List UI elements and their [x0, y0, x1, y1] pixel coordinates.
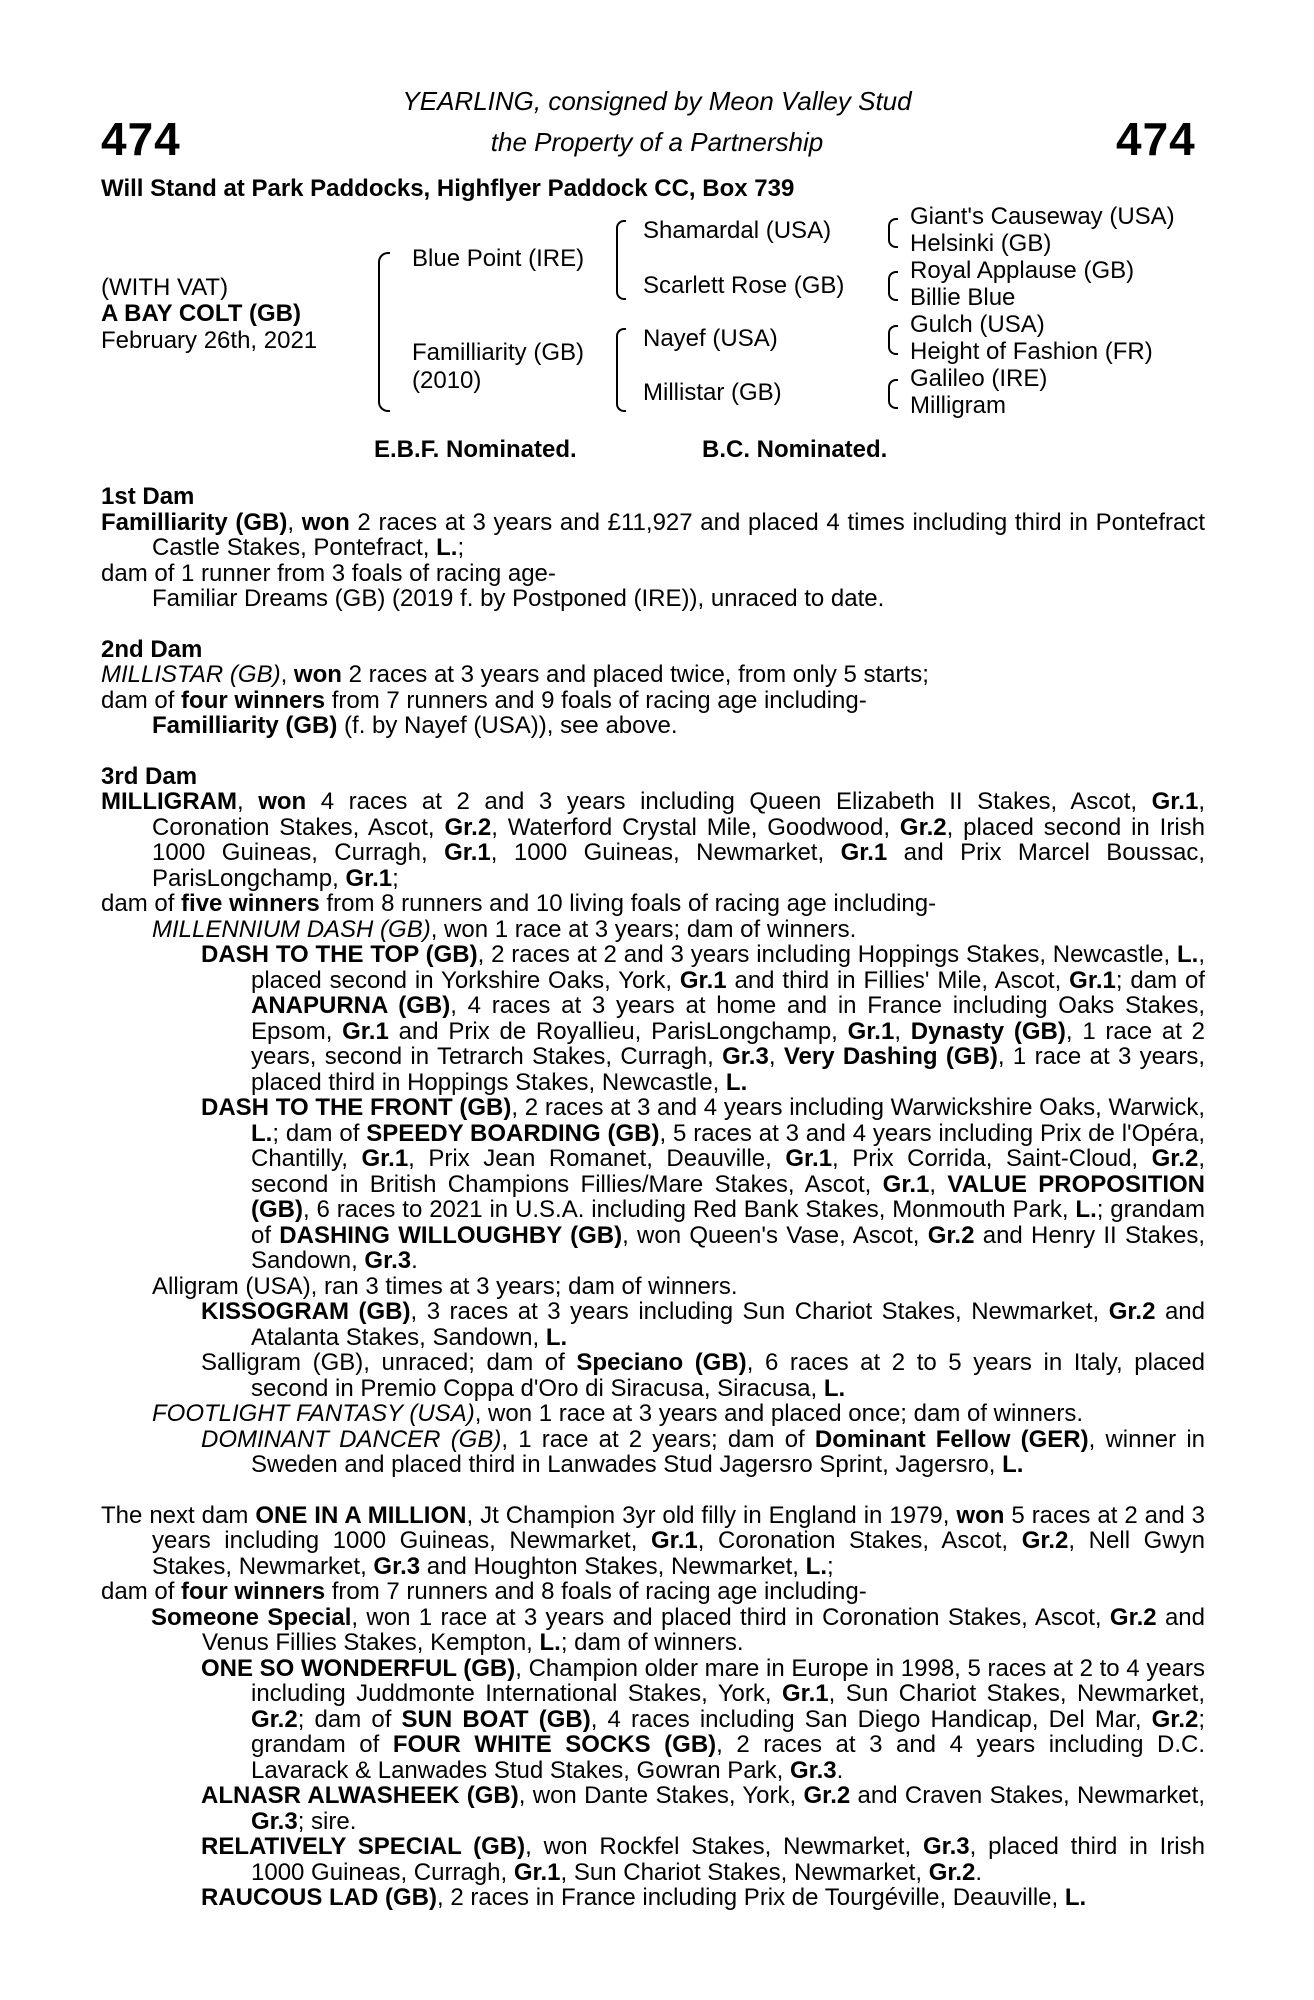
bc-nomination: B.C. Nominated. [702, 436, 888, 463]
produce-millennium-dash: MILLENNIUM DASH (GB), won 1 race at 3 years; dam of winners. [152, 915, 857, 943]
property-line: the Property of a Partnership [490, 127, 824, 157]
first-dam-foal: Familiar Dreams (GB) (2019 f. by Postponed (IRE)), unraced to date. [152, 585, 885, 612]
first-dam-heading: 1st Dam [101, 483, 195, 510]
second-dam-foal: Familliarity (GB) (f. by Nayef (USA)), see above. [152, 712, 678, 739]
consignment-line: YEARLING, consigned by Meon Valley Stud [402, 86, 912, 116]
pedigree-brace-4 [888, 218, 898, 248]
sire-sire: Shamardal (USA) [643, 217, 832, 244]
pedigree-brace-5 [888, 271, 898, 301]
produce-dominant-dancer: DOMINANT DANCER (GB), 1 race at 2 years; dam of Dominant Fellow (GER), winner in Sweden and placed third in Lanwades Stud Jagersro Sprint, Jagersro, L. [201, 1425, 1205, 1478]
next-dam-record: The next dam ONE IN A MILLION, Jt Champion 3yr old filly in England in 1979, won 5 races at 2 and 3 years including 1000 Guineas, Newmarket, Gr.1, Coronation Stakes, Ascot, Gr.2, Nell Gwyn Stakes, Newmarket, Gr.3 and Houghton Stakes, Newmarket, L.; [101, 1501, 1206, 1580]
lot-number-left: 474 [101, 113, 181, 165]
pedigree-brace-2 [616, 220, 626, 300]
first-dam-record: Familliarity (GB), won 2 races at 3 years and £11,927 and placed 4 times including third in Pontefract Castle Stakes, Pontefract, L.; [101, 508, 1205, 561]
sire-sire-dam: Helsinki (GB) [910, 230, 1052, 257]
produce-alligram: Alligram (USA), ran 3 times at 3 years; dam of winners. [152, 1272, 738, 1300]
vat-note: (WITH VAT) [101, 274, 229, 301]
dam-dam-dam: Milligram [910, 392, 1006, 419]
dam-year: (2010) [412, 367, 482, 394]
pedigree-brace-7 [888, 379, 898, 409]
produce-dash-to-the-front: DASH TO THE FRONT (GB), 2 races at 3 and 4 years including Warwickshire Oaks, Warwick, L.; dam of SPEEDY BOARDING (GB), 5 races at 3 and 4 years including Prix de l'Opéra, Chantilly, Gr.1, Prix Jean Romanet, Deauville, Gr.1, Prix Corrida, Saint-Cloud, Gr.2, second in British Champions Fillies/Mare Stakes, Ascot, Gr.1, VALUE PROPOSITION (GB), 6 races to 2021 in U.S.A. including Red Bank Stakes, Monmouth Park, L.; grandam of DASHING WILLOUGHBY (GB), won Queen's Vase, Ascot, Gr.2 and Henry II Stakes, Sandown, Gr.3. [201, 1094, 1205, 1274]
pedigree-brace-3 [616, 328, 626, 412]
dam-dam: Millistar (GB) [643, 379, 782, 406]
sire-name: Blue Point (IRE) [412, 245, 585, 272]
second-dam-record: MILLISTAR (GB), won 2 races at 3 years and placed twice, from only 5 starts; [101, 661, 929, 688]
third-dam-record: MILLIGRAM, won 4 races at 2 and 3 years including Queen Elizabeth II Stakes, Ascot, Gr.1, Coronation Stakes, Ascot, Gr.2, Waterford Crystal Mile, Goodwood, Gr.2, placed second in Irish 1000 Guineas, Curragh, Gr.1, 1000 Guineas, Newmarket, Gr.1 and Prix Marcel Boussac, ParisLongchamp, Gr.1; [101, 788, 1206, 892]
next-dam-produce-summary: dam of four winners from 7 runners and 8 foals of racing age including- [101, 1578, 867, 1605]
sire-sire-sire: Giant's Causeway (USA) [910, 203, 1175, 230]
dam-dam-sire: Galileo (IRE) [910, 365, 1048, 392]
ebf-nomination: E.B.F. Nominated. [374, 436, 577, 463]
produce-alnasr-alwasheek: ALNASR ALWASHEEK (GB), won Dante Stakes, York, Gr.2 and Craven Stakes, Newmarket, Gr.3; sire. [201, 1782, 1205, 1835]
produce-dash-to-the-top: DASH TO THE TOP (GB), 2 races at 2 and 3 years including Hoppings Stakes, Newcastle, L., placed second in Yorkshire Oaks, York, Gr.1 and third in Fillies' Mile, Ascot, Gr.1; dam of ANAPURNA (GB), 4 races at 3 years at home and in France including Oaks Stakes, Epsom, Gr.1 and Prix de Royallieu, ParisLongchamp, Gr.1, Dynasty (GB), 1 race at 2 years, second in Tetrarch Stakes, Curragh, Gr.3, Very Dashing (GB), 1 race at 3 years, placed third in Hoppings Stakes, Newcastle, L. [201, 941, 1206, 1096]
foaling-date: February 26th, 2021 [101, 327, 318, 354]
produce-raucous-lad: RAUCOUS LAD (GB), 2 races in France including Prix de Tourgéville, Deauville, L. [201, 1884, 1087, 1911]
sire-dam-dam: Billie Blue [910, 284, 1016, 311]
third-dam-produce-summary: dam of five winners from 8 runners and 10 living foals of racing age including- [101, 890, 937, 917]
produce-relatively-special: RELATIVELY SPECIAL (GB), won Rockfel Stakes, Newmarket, Gr.3, placed third in Irish 1000 Guineas, Curragh, Gr.1, Sun Chariot Stakes, Newmarket, Gr.2. [201, 1833, 1205, 1886]
catalogue-text [101, 484, 1205, 1911]
stand-location: Will Stand at Park Paddocks, Highflyer Paddock CC, Box 739 [101, 175, 795, 202]
produce-footlight-fantasy: FOOTLIGHT FANTASY (USA), won 1 race at 3 years and placed once; dam of winners. [152, 1400, 1084, 1427]
dam-name: Familliarity (GB) [412, 339, 584, 366]
third-dam-heading: 3rd Dam [101, 762, 198, 790]
produce-kissogram: KISSOGRAM (GB), 3 races at 3 years including Sun Chariot Stakes, Newmarket, Gr.2 and Atalanta Stakes, Sandown, L. [201, 1298, 1205, 1351]
pedigree-brace-6 [888, 325, 898, 355]
sire-dam-sire: Royal Applause (GB) [910, 257, 1135, 284]
dam-sire: Nayef (USA) [643, 325, 778, 352]
produce-salligram: Salligram (GB), unraced; dam of Speciano (GB), 6 races at 2 to 5 years in Italy, placed second in Premio Coppa d'Oro di Siracusa, Siracusa, L. [201, 1349, 1205, 1402]
dam-sire-dam: Height of Fashion (FR) [910, 338, 1153, 365]
second-dam-produce-summary: dam of four winners from 7 runners and 9 foals of racing age including- [101, 686, 867, 714]
second-dam-heading: 2nd Dam [101, 635, 203, 663]
lot-number-right: 474 [1116, 113, 1196, 165]
horse-name: A BAY COLT (GB) [101, 300, 302, 327]
produce-one-so-wonderful: ONE SO WONDERFUL (GB), Champion older mare in Europe in 1998, 5 races at 2 to 4 years including Juddmonte International Stakes, York, Gr.1, Sun Chariot Stakes, Newmarket, Gr.2; dam of SUN BOAT (GB), 4 races including San Diego Handicap, Del Mar, Gr.2; grandam of FOUR WHITE SOCKS (GB), 2 races at 3 and 4 years including D.C. Lavarack & Lanwades Stud Stakes, Gowran Park, Gr.3. [201, 1654, 1206, 1784]
produce-someone-special: Someone Special, won 1 race at 3 years and placed third in Coronation Stakes, Ascot, Gr.2 and Venus Fillies Stakes, Kempton, L.; dam of winners. [151, 1603, 1205, 1656]
first-dam-produce-summary: dam of 1 runner from 3 foals of racing age- [101, 559, 556, 587]
pedigree-brace-1 [378, 252, 390, 412]
sire-dam: Scarlett Rose (GB) [643, 272, 845, 299]
dam-sire-sire: Gulch (USA) [910, 311, 1045, 338]
